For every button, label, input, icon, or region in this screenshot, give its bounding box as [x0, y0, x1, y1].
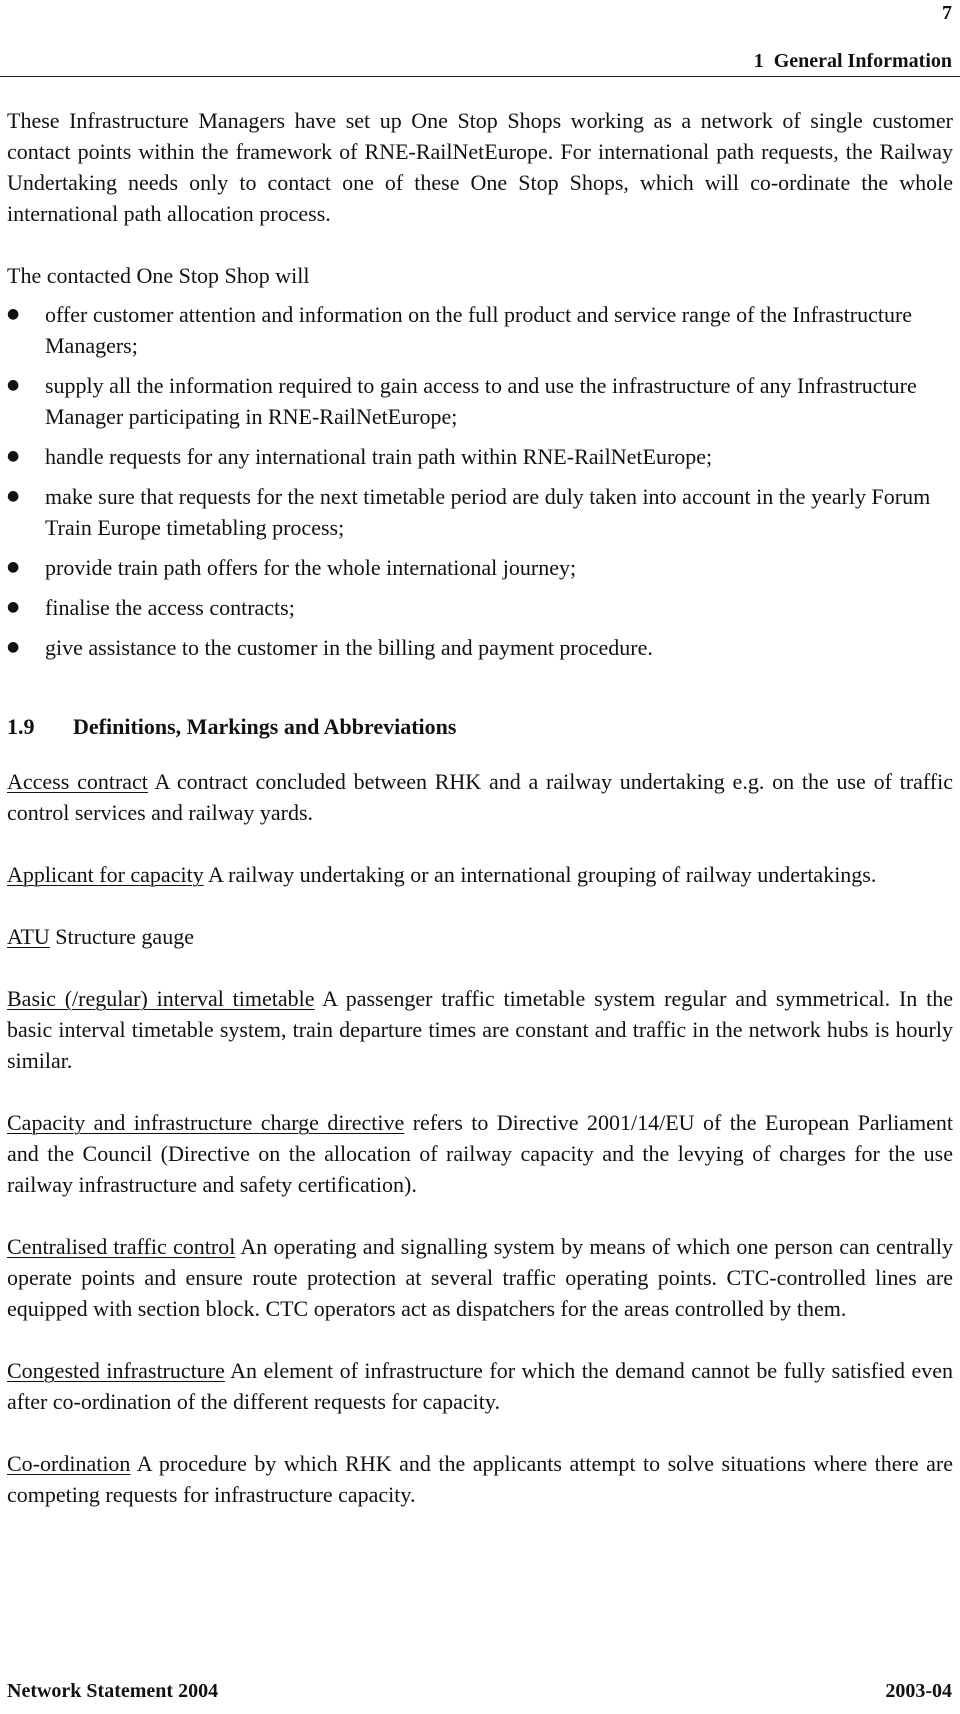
- footer-document-title: Network Statement 2004: [7, 1680, 219, 1702]
- definition-text: Structure gauge: [55, 924, 194, 949]
- definition-text: A contract concluded between RHK and a railway undertaking e.g. on the use of traffic control services and railway yards.: [7, 769, 953, 825]
- intro-paragraph: These Infrastructure Managers have set up One Stop Shops working as a network of single customer contact points within the framework of RNE-RailNetEurope. For international path requests, the Railway Undertaking needs only to contact one of these One Stop Shops, which will co-ordinate the whole international path allocation process.: [7, 108, 953, 226]
- list-item-text: handle requests for any international train path within RNE-RailNetEurope;: [45, 444, 713, 469]
- list-item-text: provide train path offers for the whole international journey;: [45, 555, 577, 580]
- page-number: 7: [942, 2, 952, 24]
- definition-text: A railway undertaking or an international grouping of railway undertakings.: [208, 862, 877, 887]
- definition-term: ATU: [7, 924, 50, 949]
- bullet-icon: ●: [7, 306, 20, 322]
- definition-term: Applicant for capacity: [7, 862, 204, 887]
- bullet-icon: ●: [7, 599, 20, 615]
- section-number: 1.9: [7, 714, 35, 739]
- definition-term: Congested infrastructure: [7, 1358, 225, 1383]
- bullet-icon: ●: [7, 639, 20, 655]
- list-item-text: give assistance to the customer in the billing and payment procedure.: [45, 635, 653, 660]
- bullet-icon: ●: [7, 488, 20, 504]
- list-item-text: make sure that requests for the next timetable period are duly taken into account in the yearly Forum Train Europe timetabling process;: [45, 484, 931, 540]
- list-item: [7, 552, 953, 583]
- section-heading: [7, 711, 953, 742]
- definition-term: Access contract: [7, 769, 148, 794]
- definition-term: Centralised traffic control: [7, 1234, 236, 1259]
- definition-entry: [7, 1448, 953, 1510]
- bullet-icon: ●: [7, 559, 20, 575]
- list-item-text: finalise the access contracts;: [45, 595, 295, 620]
- definition-entry: [7, 766, 953, 828]
- definition-entry: [7, 1231, 953, 1324]
- list-item: [7, 299, 953, 361]
- definition-term: Basic (/regular) interval timetable: [7, 986, 315, 1011]
- definition-entry: [7, 1355, 953, 1417]
- one-stop-shop-duties-list: [7, 299, 953, 663]
- definition-entry: [7, 859, 953, 890]
- definition-text: An operating and signalling system by means of which one person can centrally operate points and ensure route protection at several traffic operating points. CTC-controlled lines are equipped with section block. CTC operators act as dispatchers for the areas controlled by them.: [7, 1234, 954, 1321]
- footer-date: 2003-04: [885, 1680, 952, 1702]
- list-item: [7, 370, 953, 432]
- bullet-icon: ●: [7, 448, 20, 464]
- definition-text: A procedure by which RHK and the applicants attempt to solve situations where there are competing requests for infrastructure capacity.: [7, 1451, 953, 1507]
- definition-term: Capacity and infrastructure charge directive: [7, 1110, 405, 1135]
- definition-entry: [7, 921, 953, 952]
- list-item-text: offer customer attention and information on the full product and service range of the Infrastructure Managers;: [45, 302, 913, 358]
- definition-entry: [7, 983, 953, 1076]
- header-rule: [0, 76, 960, 77]
- running-header: 1 General Information: [753, 50, 952, 72]
- bullet-icon: ●: [7, 377, 20, 393]
- bullet-lead-in: The contacted One Stop Shop will: [7, 263, 310, 288]
- definition-term: Co-ordination: [7, 1451, 131, 1476]
- page-body: [7, 105, 953, 1541]
- list-item: [7, 592, 953, 623]
- definition-text: refers to Directive 2001/14/EU of the European Parliament and the Council (Directive on the allocation of railway capacity and the levying of charges for the use railway infrastructure and safety certification).: [7, 1110, 953, 1197]
- definition-text: An element of infrastructure for which the demand cannot be fully satisfied even after co-ordination of the different requests for capacity.: [7, 1358, 953, 1414]
- list-item: [7, 441, 953, 472]
- list-item-text: supply all the information required to gain access to and use the infrastructure of any Infrastructure Manager participating in RNE-RailNetEurope;: [45, 373, 917, 429]
- section-title: Definitions, Markings and Abbreviations: [73, 714, 457, 739]
- definition-entry: [7, 1107, 953, 1200]
- list-item: [7, 632, 953, 663]
- definition-text: A passenger traffic timetable system regular and symmetrical. In the basic interval timetable system, train departure times are constant and traffic in the network hubs is hourly similar.: [7, 986, 954, 1073]
- list-item: [7, 481, 953, 543]
